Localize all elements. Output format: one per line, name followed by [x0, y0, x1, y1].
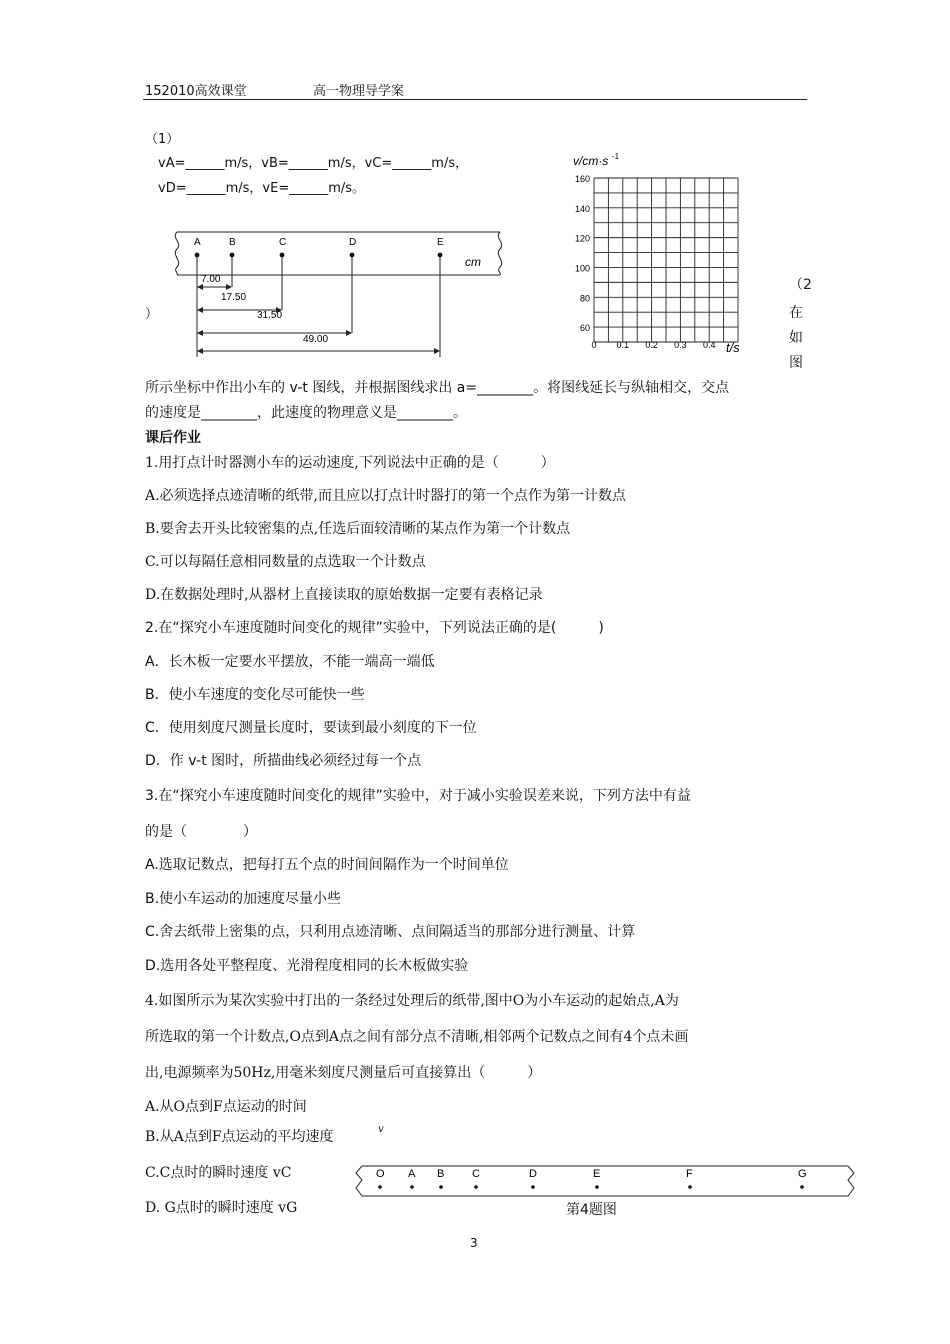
y-tick-80: 80	[579, 293, 590, 304]
homework-title: 课后作业	[145, 430, 201, 446]
part2-line-2: 的速度是________，此速度的物理意义是________。	[145, 405, 467, 421]
part2-side-label-1: （2	[789, 277, 812, 293]
q4-paper-tape	[350, 1160, 860, 1202]
page-number: 3	[470, 1236, 478, 1250]
part2-side-label-3: 如	[789, 330, 803, 346]
y-tick-100: 100	[574, 263, 590, 274]
x-tick-0.3: 0.3	[674, 340, 687, 350]
tape-edges	[177, 232, 500, 275]
q2-option-d: D．作 v-t 图时，所描曲线必须经过每一个点	[145, 753, 422, 769]
q4-option-a: A.从O点到F点运动的时间	[145, 1099, 307, 1115]
x-tick-0.4: 0.4	[702, 340, 716, 350]
part2-line-1: 所示坐标中作出小车的 v-t 图线，并根据图线求出 a=________。将图线延长与纵轴相交，交点	[145, 380, 730, 396]
tape-point-label-b: B	[229, 237, 236, 248]
q4-option-b: B.从A点到F点运动的平均速度	[145, 1129, 334, 1145]
part1-label: （1）	[145, 132, 180, 147]
tape-torn-right	[498, 232, 501, 275]
q4-tape-dot-d	[531, 1185, 535, 1189]
part2-paren-close: ）	[145, 307, 159, 322]
header-right: 高一物理导学案	[313, 84, 405, 99]
part2-side-label-2: 在	[789, 305, 803, 321]
q4-tape-label-c: C	[472, 1168, 480, 1180]
tape-point-label-e: E	[437, 237, 444, 248]
q4-tape-dot-b	[439, 1185, 443, 1189]
q4-stem-1: 4.如图所示为某次实验中打出的一条经过处理后的纸带,图中O为小车运动的起始点,A为	[145, 993, 679, 1009]
q1-option-a: A.必须选择点迹清晰的纸带,而且应以打点计时器打的第一个点作为第一计数点	[145, 488, 627, 504]
q4-tape-dot-o	[378, 1185, 382, 1189]
tape-unit: cm	[465, 255, 481, 269]
q4-tape-dot-c	[474, 1185, 478, 1189]
q2-option-b: B．使小车速度的变化尽可能快一些	[145, 687, 365, 703]
header-left: 152010高效课堂	[145, 84, 247, 99]
q4-option-b-vbar: v	[378, 1124, 384, 1135]
q2-option-c: C．使用刻度尺测量长度时，要读到最小刻度的下一位	[145, 720, 477, 736]
tape-torn-left	[175, 232, 178, 275]
graph-ylabel-sup: -1	[612, 152, 620, 161]
q1-option-b: B.要舍去开头比较密集的点,任选后面较清晰的某点作为第一个计数点	[145, 521, 571, 537]
distance-label-ae: 49.00	[303, 334, 329, 345]
tape-point-label-d: D	[349, 237, 357, 248]
q4-tape-label-g: G	[798, 1168, 807, 1180]
y-tick-60: 60	[579, 323, 590, 334]
velocity-line-1: vA=______m/s，vB=______m/s，vC=______m/s，	[158, 156, 469, 171]
q3-option-c: C.舍去纸带上密集的点，只利用点迹清晰、点间隔适当的那部分进行测量、计算	[145, 924, 636, 940]
q1-option-d: D.在数据处理时,从器材上直接读取的原始数据一定要有表格记录	[145, 587, 543, 603]
velocity-line-2: vD=______m/s，vE=______m/s。	[158, 181, 366, 196]
paper-tape-figure	[165, 225, 515, 365]
part2-side-label-4: 图	[789, 355, 803, 371]
q3-stem-2: 的是（ ）	[145, 824, 257, 840]
q4-stem-2: 所选取的第一个计数点,O点到A点之间有部分点不清晰,相邻两个记数点之间有4个点未画	[145, 1029, 689, 1045]
y-tick-140: 140	[574, 203, 590, 214]
q4-tape-label-e: E	[593, 1168, 601, 1180]
q4-tape-label-b: B	[437, 1168, 445, 1180]
q4-tape-dot-e	[595, 1185, 599, 1189]
tape-point-label-a: A	[194, 237, 201, 248]
q3-stem-1: 3.在“探究小车速度随时间变化的规律”实验中，对于减小实验误差来说，下列方法中有益	[145, 788, 691, 804]
tape-point-label-c: C	[279, 237, 287, 248]
q4-option-d: D. G点时的瞬时速度 vG	[145, 1200, 298, 1216]
graph-xlabel: t/s	[726, 340, 740, 355]
q4-tape-label-a: A	[408, 1168, 416, 1180]
q4-option-c: C.C点时的瞬时速度 vC	[145, 1165, 292, 1181]
header-divider	[143, 99, 807, 100]
q1-option-c: C.可以每隔任意相同数量的点选取一个计数点	[145, 554, 426, 570]
q3-option-d: D.选用各处平整程度、光滑程度相同的长木板做实验	[145, 958, 469, 974]
q4-caption: 第4题图	[566, 1202, 617, 1218]
q4-tape-label-f: F	[686, 1168, 693, 1180]
q4-tape-label-d: D	[529, 1168, 537, 1180]
distance-label-ac: 17.50	[221, 292, 247, 303]
distance-label-ad: 31.50	[257, 310, 283, 321]
q4-tape-dot-a	[410, 1185, 414, 1189]
q3-option-b: B.使小车运动的加速度尽量小些	[145, 891, 342, 907]
q4-stem-3: 出,电源频率为50Hz,用毫米刻度尺测量后可直接算出（ ）	[145, 1065, 542, 1081]
q1-stem: 1.用打点计时器测小车的运动速度,下列说法中正确的是（ ）	[145, 455, 555, 471]
q2-option-a: A．长木板一定要水平摆放，不能一端高一端低	[145, 654, 435, 670]
q4-tape-label-o: O	[376, 1168, 385, 1180]
vt-graph	[560, 150, 760, 360]
q4-tape-dot-f	[688, 1185, 692, 1189]
q2-stem: 2.在“探究小车速度随时间变化的规律”实验中，下列说法正确的是( )	[145, 620, 604, 636]
q4-tape-dot-g	[800, 1185, 804, 1189]
distance-label-ab: 7.00	[201, 274, 221, 285]
y-tick-160: 160	[574, 174, 590, 184]
x-tick-0.2: 0.2	[645, 340, 658, 350]
x-tick-0.1: 0.1	[616, 340, 630, 350]
y-tick-120: 120	[574, 233, 590, 244]
q3-option-a: A.选取记数点，把每打五个点的时间间隔作为一个时间单位	[145, 857, 509, 873]
graph-ylabel: v/cm·s	[573, 154, 609, 168]
x-tick-0: 0	[591, 340, 597, 350]
